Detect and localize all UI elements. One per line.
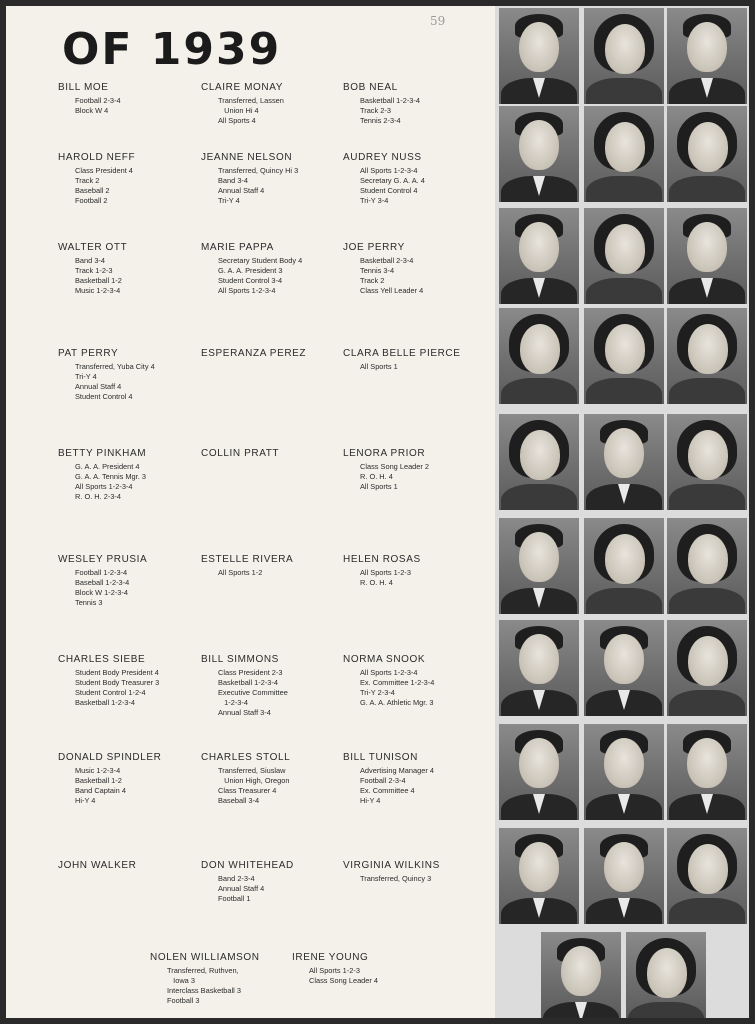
portrait-body: [669, 176, 745, 202]
donald-spindler-photo: [499, 724, 579, 820]
activity-list: [75, 166, 198, 206]
portrait-body: [669, 588, 745, 614]
portrait-face: [519, 222, 559, 272]
portrait-body: [586, 794, 662, 820]
student-entry: [58, 242, 198, 296]
student-entry: [343, 82, 483, 126]
activity-item: Track 2-3: [360, 106, 391, 115]
activity-list: [75, 462, 198, 502]
portrait-body: [669, 690, 745, 716]
student-entry: [58, 654, 198, 708]
activity-item: 1-2-3-4: [218, 698, 248, 707]
activity-item: Music 1-2-3-4: [75, 766, 121, 775]
activity-item: Class Song Leader 4: [309, 976, 379, 985]
activity-item: Student Body President 4: [75, 668, 159, 677]
portrait-face: [604, 738, 644, 788]
portrait-face: [688, 430, 728, 480]
bill-simmons-photo: [584, 620, 664, 716]
betty-pinkham-photo: [499, 414, 579, 510]
activity-list: [218, 166, 341, 206]
activity-item: Annual Staff 4: [218, 186, 265, 195]
student-name: NOLEN WILLIAMSON: [150, 952, 260, 963]
activity-item: Transferred, Yuba City 4: [75, 362, 155, 371]
activity-item: Class President 2-3: [218, 668, 283, 677]
portrait-body: [586, 78, 662, 104]
portrait-body: [586, 378, 662, 404]
page-title: OF 1939: [62, 24, 282, 75]
activity-item: All Sports 1-2-3-4: [360, 668, 418, 677]
portrait-face: [688, 844, 728, 894]
activity-item: G. A. A. President 4: [75, 462, 140, 471]
john-walker-photo: [499, 828, 579, 924]
activity-list: [218, 668, 341, 718]
activity-list: [218, 874, 341, 904]
student-name: MARIE PAPPA: [201, 242, 274, 253]
student-name: PAT PERRY: [58, 348, 119, 359]
helen-rosas-photo: [667, 518, 747, 614]
norma-snook-photo: [667, 620, 747, 716]
claire-monay-photo: [584, 8, 664, 104]
activity-item: Hi-Y 4: [75, 796, 96, 805]
activity-list: [218, 766, 341, 806]
portrait-face: [519, 120, 559, 170]
student-name: DON WHITEHEAD: [201, 860, 294, 871]
activity-item: Football 2-3-4: [75, 96, 121, 105]
student-entry: [201, 448, 341, 462]
activity-list: [75, 568, 198, 608]
bill-tunison-photo: [667, 724, 747, 820]
portrait-face: [519, 738, 559, 788]
portrait-face: [688, 534, 728, 584]
portrait-face: [647, 948, 687, 998]
activity-item: Basketball 1-2: [75, 276, 122, 285]
student-entry: [343, 554, 483, 588]
student-entry: [201, 242, 341, 296]
activity-item: Tri-Y 2-3-4: [360, 688, 395, 697]
activity-list: [360, 362, 483, 372]
portrait-body: [628, 1002, 704, 1018]
activity-list: [309, 966, 432, 986]
activity-item: Basketball 2-3-4: [360, 256, 414, 265]
photo-grid: [495, 6, 749, 1018]
activity-list: [360, 96, 483, 126]
activity-list: [75, 668, 198, 708]
clara-belle-pierce-photo: [667, 308, 747, 404]
activity-item: Tennis 3-4: [360, 266, 395, 275]
portrait-body: [543, 1002, 619, 1018]
nolen-williamson-photo: [541, 932, 621, 1018]
portrait-body: [586, 278, 662, 304]
harold-neff-photo: [499, 106, 579, 202]
activity-item: Baseball 2: [75, 186, 110, 195]
activity-item: Union High, Oregon: [218, 776, 290, 785]
activity-item: All Sports 1: [360, 482, 398, 491]
activity-item: All Sports 1-2-3: [360, 568, 411, 577]
activity-item: G. A. A. Tennis Mgr. 3: [75, 472, 146, 481]
portrait-face: [687, 738, 727, 788]
activity-item: G. A. A. Athletic Mgr. 3: [360, 698, 434, 707]
activity-item: Student Control 1-2-4: [75, 688, 146, 697]
activity-list: [360, 166, 483, 206]
portrait-face: [519, 532, 559, 582]
yearbook-page: [6, 6, 749, 1018]
student-name: COLLIN PRATT: [201, 448, 280, 459]
student-name: ESTELLE RIVERA: [201, 554, 294, 565]
student-entry: [58, 348, 198, 402]
activity-item: Transferred, Quincy Hi 3: [218, 166, 299, 175]
student-entry: [201, 752, 341, 806]
student-name: HELEN ROSAS: [343, 554, 421, 565]
activity-item: Band 3-4: [75, 256, 105, 265]
activity-item: Transferred, Ruthven,: [167, 966, 239, 975]
jeanne-nelson-photo: [584, 106, 664, 202]
wesley-prusia-photo: [499, 518, 579, 614]
activity-list: [360, 568, 483, 588]
activity-item: All Sports 4: [218, 116, 256, 125]
student-name: ESPERANZA PEREZ: [201, 348, 307, 359]
activity-list: [75, 766, 198, 806]
activity-list: [218, 568, 341, 578]
portrait-body: [586, 588, 662, 614]
portrait-body: [669, 278, 745, 304]
walter-ott-photo: [499, 208, 579, 304]
student-entry: [343, 448, 483, 492]
activity-list: [360, 874, 483, 884]
portrait-face: [561, 946, 601, 996]
portrait-body: [669, 898, 745, 924]
portrait-body: [586, 176, 662, 202]
student-name: LENORA PRIOR: [343, 448, 426, 459]
student-name: BOB NEAL: [343, 82, 398, 93]
activity-list: [218, 256, 341, 296]
portrait-face: [520, 324, 560, 374]
activity-item: Block W 4: [75, 106, 109, 115]
activity-item: Student Body Treasurer 3: [75, 678, 160, 687]
activity-list: [360, 256, 483, 296]
activity-item: All Sports 1-2-3-4: [360, 166, 418, 175]
portrait-body: [501, 690, 577, 716]
activity-item: Class Song Leader 2: [360, 462, 430, 471]
activity-item: Block W 1-2-3-4: [75, 588, 128, 597]
bill-moe-photo: [499, 8, 579, 104]
student-entry: [343, 654, 483, 708]
student-name: JOHN WALKER: [58, 860, 137, 871]
activity-list: [218, 96, 341, 126]
activity-item: Track 2: [360, 276, 385, 285]
activity-list: [360, 766, 483, 806]
charles-siebe-photo: [499, 620, 579, 716]
student-name: BETTY PINKHAM: [58, 448, 147, 459]
activity-item: Football 3: [167, 996, 200, 1005]
activity-item: All Sports 1-2-3-4: [218, 286, 276, 295]
activity-item: All Sports 1: [360, 362, 398, 371]
portrait-body: [501, 588, 577, 614]
student-name: IRENE YOUNG: [292, 952, 369, 963]
student-entry: [58, 554, 198, 608]
activity-item: Baseball 1-2-3-4: [75, 578, 130, 587]
student-name: BILL TUNISON: [343, 752, 418, 763]
student-entry: [58, 448, 198, 502]
activity-item: Class Yell Leader 4: [360, 286, 424, 295]
activity-item: Band Captain 4: [75, 786, 126, 795]
activity-item: Iowa 3: [167, 976, 195, 985]
activity-list: [75, 362, 198, 402]
student-entry: [201, 152, 341, 206]
portrait-face: [604, 842, 644, 892]
activity-item: Union Hi 4: [218, 106, 259, 115]
portrait-body: [501, 278, 577, 304]
portrait-body: [669, 794, 745, 820]
portrait-body: [669, 484, 745, 510]
student-name: BILL SIMMONS: [201, 654, 279, 665]
activity-item: Track 1-2-3: [75, 266, 113, 275]
portrait-face: [519, 842, 559, 892]
student-entry: [58, 860, 198, 874]
activity-item: Basketball 1-2-3-4: [75, 698, 135, 707]
portrait-face: [605, 122, 645, 172]
audrey-nuss-photo: [667, 106, 747, 202]
joe-perry-photo: [667, 208, 747, 304]
student-entry: [343, 752, 483, 806]
activity-item: Ex. Committee 1-2-3-4: [360, 678, 435, 687]
activity-item: Basketball 1-2-3-4: [218, 678, 278, 687]
student-name: VIRGINIA WILKINS: [343, 860, 440, 871]
student-entry: [201, 654, 341, 718]
activity-item: Transferred, Siuslaw: [218, 766, 286, 775]
activity-item: Track 2: [75, 176, 100, 185]
student-name: CLARA BELLE PIERCE: [343, 348, 461, 359]
activity-item: Secretary Student Body 4: [218, 256, 303, 265]
activity-item: Ex. Committee 4: [360, 786, 415, 795]
student-name: JOE PERRY: [343, 242, 405, 253]
activity-item: Tri-Y 4: [75, 372, 97, 381]
student-entry: [201, 82, 341, 126]
portrait-face: [604, 634, 644, 684]
activity-item: Student Control 4: [360, 186, 418, 195]
activity-item: Tri-Y 3-4: [360, 196, 389, 205]
portrait-body: [586, 484, 662, 510]
student-entry: [201, 348, 341, 362]
activity-item: G. A. A. President 3: [218, 266, 283, 275]
activity-item: Class President 4: [75, 166, 133, 175]
virginia-wilkins-photo: [667, 828, 747, 924]
page-number: 59: [430, 14, 446, 28]
portrait-body: [586, 898, 662, 924]
activity-item: Annual Staff 4: [75, 382, 122, 391]
activity-item: Band 3-4: [218, 176, 248, 185]
activity-item: Annual Staff 3-4: [218, 708, 271, 717]
activity-list: [360, 462, 483, 492]
portrait-body: [669, 78, 745, 104]
student-name: HAROLD NEFF: [58, 152, 136, 163]
student-entry: [58, 152, 198, 206]
student-entry: [58, 752, 198, 806]
activity-item: Tennis 3: [75, 598, 103, 607]
student-name: WESLEY PRUSIA: [58, 554, 148, 565]
activity-item: Class Treasurer 4: [218, 786, 277, 795]
student-name: CHARLES SIEBE: [58, 654, 146, 665]
portrait-body: [669, 378, 745, 404]
activity-item: Football 2: [75, 196, 108, 205]
student-entry: [343, 152, 483, 206]
student-entry: [343, 860, 483, 884]
portrait-body: [501, 794, 577, 820]
activity-list: [75, 256, 198, 296]
student-entry: [343, 348, 483, 372]
portrait-body: [501, 378, 577, 404]
esperanza-perez-photo: [584, 308, 664, 404]
activity-item: Band 2-3-4: [218, 874, 255, 883]
student-entry: [58, 82, 198, 116]
marie-pappa-photo: [584, 208, 664, 304]
activity-item: All Sports 1-2-3-4: [75, 482, 133, 491]
portrait-face: [605, 224, 645, 274]
activity-item: Basketball 1-2: [75, 776, 122, 785]
portrait-face: [520, 430, 560, 480]
activity-item: Football 1: [218, 894, 251, 903]
portrait-face: [687, 222, 727, 272]
student-entry: [201, 554, 341, 578]
portrait-body: [501, 484, 577, 510]
activity-item: Interclass Basketball 3: [167, 986, 241, 995]
portrait-face: [604, 428, 644, 478]
activity-item: Baseball 3-4: [218, 796, 260, 805]
activity-item: Transferred, Lassen: [218, 96, 284, 105]
collin-pratt-photo: [584, 414, 664, 510]
student-name: JEANNE NELSON: [201, 152, 293, 163]
student-name: NORMA SNOOK: [343, 654, 426, 665]
activity-item: Tennis 2-3-4: [360, 116, 401, 125]
student-entry: [201, 860, 341, 904]
student-name: CLAIRE MONAY: [201, 82, 284, 93]
activity-list: [75, 96, 198, 116]
activity-item: Basketball 1-2-3-4: [360, 96, 420, 105]
activity-item: Transferred, Quincy 3: [360, 874, 432, 883]
don-whitehead-photo: [584, 828, 664, 924]
activity-list: [360, 668, 483, 708]
portrait-face: [519, 22, 559, 72]
bob-neal-photo: [667, 8, 747, 104]
activity-item: R. O. H. 4: [360, 472, 393, 481]
portrait-face: [688, 324, 728, 374]
lenora-prior-photo: [667, 414, 747, 510]
portrait-face: [519, 634, 559, 684]
activity-item: Music 1-2-3-4: [75, 286, 121, 295]
activity-item: Annual Staff 4: [218, 884, 265, 893]
portrait-body: [501, 78, 577, 104]
portrait-face: [605, 324, 645, 374]
student-entry: [343, 242, 483, 296]
activity-item: Hi-Y 4: [360, 796, 381, 805]
activity-item: Secretary G. A. A. 4: [360, 176, 425, 185]
activity-item: All Sports 1-2: [218, 568, 263, 577]
portrait-body: [501, 176, 577, 202]
activity-item: Student Control 4: [75, 392, 133, 401]
activity-item: Executive Committee: [218, 688, 288, 697]
activity-item: Advertising Manager 4: [360, 766, 434, 775]
charles-stoll-photo: [584, 724, 664, 820]
portrait-body: [586, 690, 662, 716]
activity-item: Football 2-3-4: [360, 776, 406, 785]
portrait-face: [605, 534, 645, 584]
activity-list: [167, 966, 290, 1006]
student-name: CHARLES STOLL: [201, 752, 291, 763]
portrait-face: [605, 24, 645, 74]
activity-item: Football 1-2-3-4: [75, 568, 128, 577]
student-entry: [292, 952, 432, 986]
student-name: BILL MOE: [58, 82, 109, 93]
portrait-face: [687, 22, 727, 72]
student-entry: [150, 952, 290, 1006]
irene-young-photo: [626, 932, 706, 1018]
estelle-rivera-photo: [584, 518, 664, 614]
portrait-face: [688, 636, 728, 686]
activity-item: All Sports 1-2-3: [309, 966, 360, 975]
activity-item: R. O. H. 4: [360, 578, 393, 587]
student-name: WALTER OTT: [58, 242, 128, 253]
pat-perry-photo: [499, 308, 579, 404]
activity-item: Student Control 3-4: [218, 276, 283, 285]
portrait-body: [501, 898, 577, 924]
student-name: AUDREY NUSS: [343, 152, 422, 163]
portrait-face: [688, 122, 728, 172]
student-name: DONALD SPINDLER: [58, 752, 162, 763]
activity-item: R. O. H. 2-3-4: [75, 492, 121, 501]
activity-item: Tri-Y 4: [218, 196, 240, 205]
